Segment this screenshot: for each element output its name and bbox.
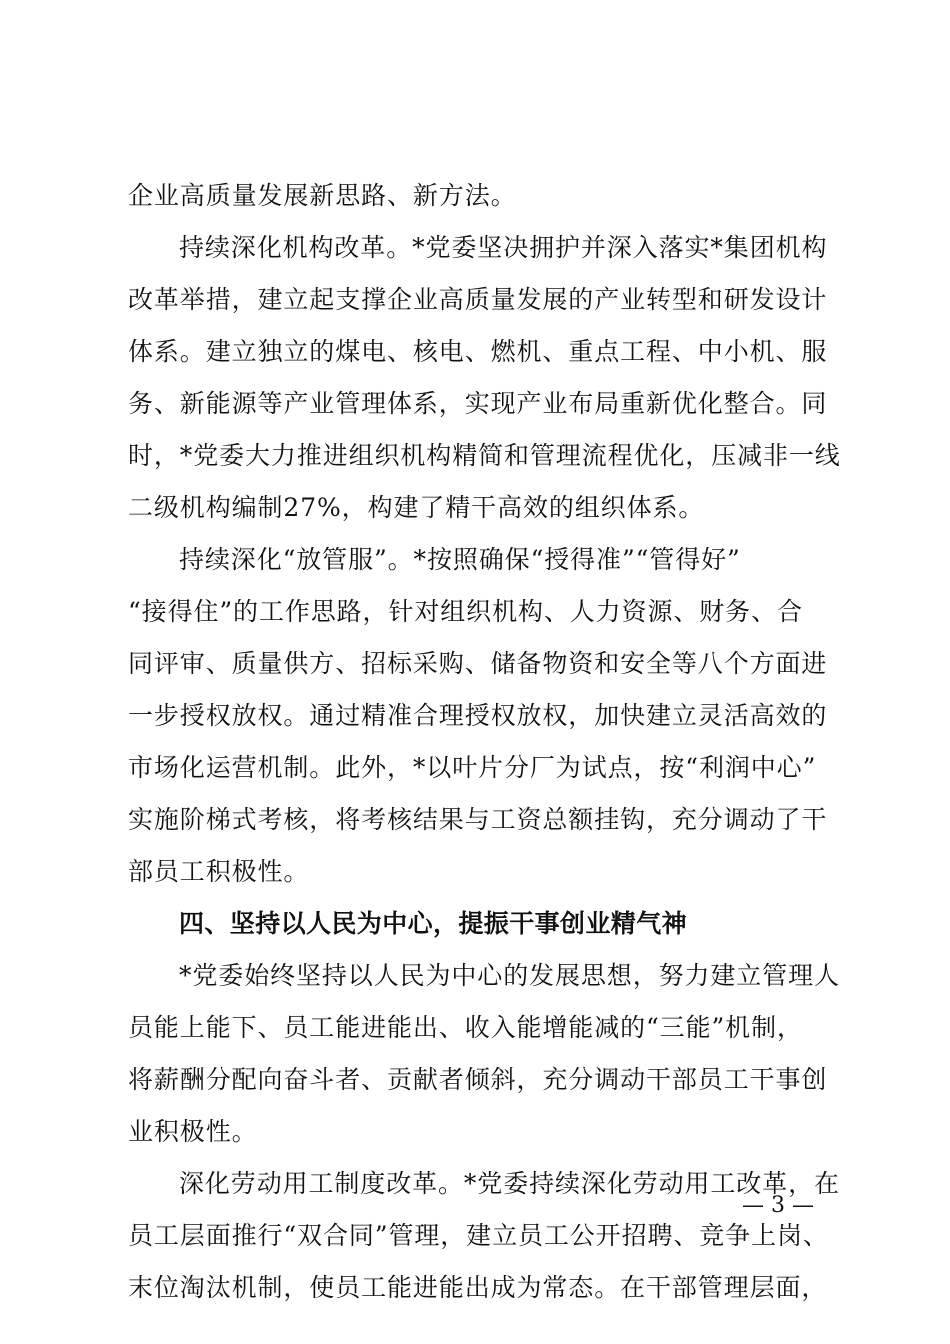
body-text-line: 同评审、质量供方、招标采购、储备物资和安全等八个方面进	[128, 649, 828, 678]
body-text-line: 企业高质量发展新思路、新方法。	[128, 181, 517, 210]
body-text-line: 员能上能下、员工能进能出、收入能增能减的“三能”机制，	[128, 1013, 803, 1042]
body-text-line: 市场化运营机制。此外，*以叶片分厂为试点，按“利润中心”	[128, 753, 817, 782]
body-text-line: 实施阶梯式考核，将考核结果与工资总额挂钩，充分调动了干	[128, 805, 828, 834]
body-text-line: 末位淘汰机制，使员工能进能出成为常态。在干部管理层面，	[128, 1273, 828, 1302]
body-text-line: 改革举措，建立起支撑企业高质量发展的产业转型和研发设计	[128, 285, 828, 314]
body-text-line: 部员工积极性。	[128, 857, 310, 886]
body-text-line: “接得住”的工作思路，针对组织机构、人力资源、财务、合	[128, 597, 803, 626]
paragraph-first-line: 深化劳动用工制度改革。*党委持续深化劳动用工改革，在	[179, 1169, 840, 1198]
paragraph-first-line: 持续深化机构改革。*党委坚决拥护并深入落实*集团机构	[179, 233, 828, 262]
paragraph-first-line: *党委始终坚持以人民为中心的发展思想，努力建立管理人	[179, 961, 840, 990]
body-text-line: 一步授权放权。通过精准合理授权放权，加快建立灵活高效的	[128, 701, 828, 730]
section-heading: 四、坚持以人民为中心，提振干事创业精气神	[179, 909, 688, 938]
page-number: — 3 —	[742, 1193, 814, 1218]
body-text-line: 二级机构编制27%，构建了精干高效的组织体系。	[128, 493, 705, 522]
body-text-line: 时，*党委大力推进组织机构精简和管理流程优化，压减非一线	[128, 441, 841, 470]
body-text-line: 将薪酬分配向奋斗者、贡献者倾斜，充分调动干部员工干事创	[128, 1065, 828, 1094]
body-text-line: 体系。建立独立的煤电、核电、燃机、重点工程、中小机、服	[128, 337, 828, 366]
body-text-line: 务、新能源等产业管理体系，实现产业布局重新优化整合。同	[128, 389, 828, 418]
body-text-line: 员工层面推行“双合同”管理，建立员工公开招聘、竞争上岗、	[128, 1221, 829, 1250]
paragraph-first-line: 持续深化“放管服”。*按照确保“授得准”“管得好”	[179, 545, 741, 574]
body-text-line: 业积极性。	[128, 1117, 258, 1146]
